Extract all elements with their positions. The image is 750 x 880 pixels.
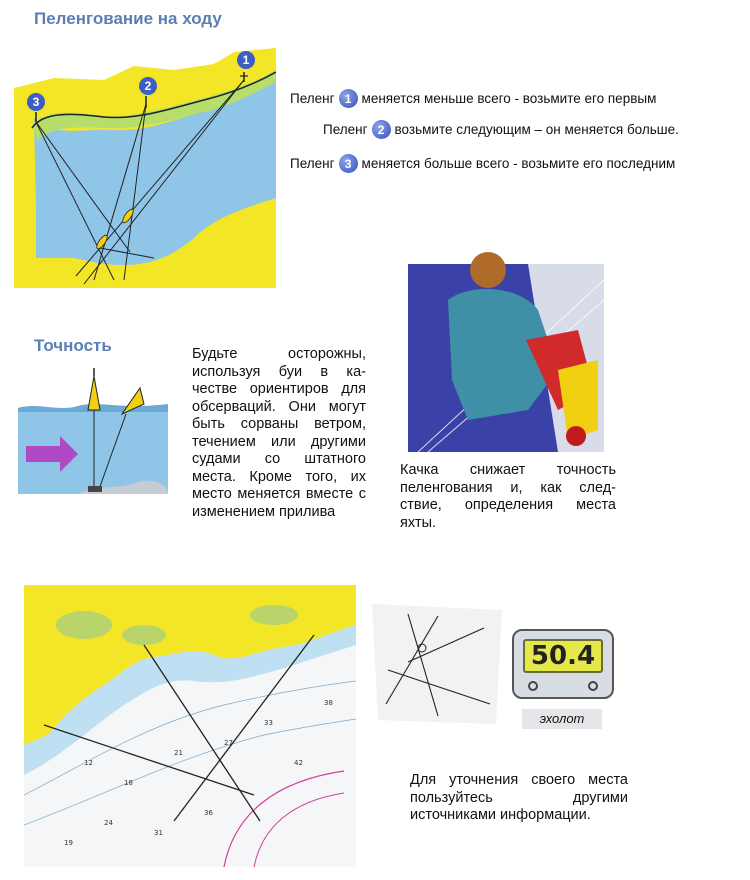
svg-text:18: 18 xyxy=(124,779,133,787)
heading-accuracy: Точность xyxy=(34,336,112,355)
svg-text:42: 42 xyxy=(294,759,303,767)
nautical-chart xyxy=(24,585,356,867)
svg-text:38: 38 xyxy=(324,699,333,707)
bearing-prefix: Пеленг xyxy=(323,122,368,137)
diagram-label-3: 3 xyxy=(32,95,40,109)
svg-text:31: 31 xyxy=(154,829,163,837)
bearing-diagram xyxy=(14,48,276,288)
rolling-paragraph: Качка снижает точность пеленгования и, как след-ствие, определения места яхты. xyxy=(400,462,616,531)
bearing-line-2 xyxy=(323,120,679,139)
depth-reading: 50.4 xyxy=(523,639,603,673)
number-1-icon: 1 xyxy=(339,89,358,108)
heading-moving: Пеленгование на ходу xyxy=(34,9,222,28)
other-sources-paragraph: Для уточнения своего места пользуйтесь другими источниками информации. xyxy=(410,772,628,823)
sailor-illustration xyxy=(408,240,604,452)
bearing-prefix: Пеленг xyxy=(290,156,335,171)
bearing-prefix: Пеленг xyxy=(290,91,335,106)
diagram-label-2: 2 xyxy=(144,79,152,93)
bearing-line-1 xyxy=(290,89,656,108)
svg-text:24: 24 xyxy=(104,819,113,827)
number-3-icon: 3 xyxy=(339,154,358,173)
svg-text:12: 12 xyxy=(84,759,93,767)
svg-text:19: 19 xyxy=(64,839,73,847)
echo-sounder-label: эхолот xyxy=(522,709,602,729)
bearing-text: меняется меньше всего - возьмите его первым xyxy=(361,91,657,106)
buoy-illustration xyxy=(18,366,168,506)
knob-right-icon xyxy=(588,681,598,691)
plotting-sketch xyxy=(368,600,502,724)
knob-left-icon xyxy=(528,681,538,691)
svg-text:36: 36 xyxy=(204,809,213,817)
buoy-paragraph: Будьте осторожны, используя буи в ка-честве ориентиров для обсерваций. Они могут быть сорваны ветром, течением или другими судами со штатного места. Кроме того, их место меняется вместе с изменением прилива xyxy=(192,346,366,520)
number-2-icon: 2 xyxy=(372,120,391,139)
diagram-label-1: 1 xyxy=(242,53,250,67)
bearing-text: возьмите следующим – он меняется больше. xyxy=(394,122,679,137)
bearing-text: меняется больше всего - возьмите его последним xyxy=(361,156,676,171)
svg-text:27: 27 xyxy=(224,739,233,747)
svg-text:21: 21 xyxy=(174,749,183,757)
echo-sounder-display xyxy=(512,629,614,699)
bearing-line-3 xyxy=(290,154,675,173)
svg-text:33: 33 xyxy=(264,719,273,727)
